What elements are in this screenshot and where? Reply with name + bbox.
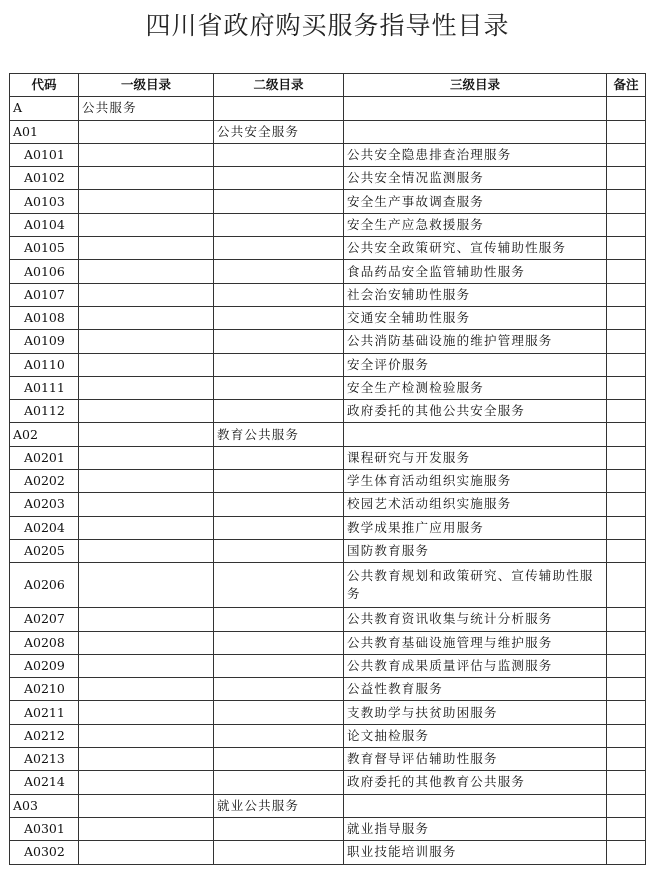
code-cell: A0212 — [10, 724, 79, 747]
level-1-cell — [79, 678, 214, 701]
level-2-cell — [214, 608, 344, 631]
table-header-row — [10, 74, 646, 97]
level-3-cell: 安全生产应急救援服务 — [344, 213, 607, 236]
table-row — [10, 283, 646, 306]
level-1-cell — [79, 283, 214, 306]
level-1-cell — [79, 190, 214, 213]
note-cell — [607, 213, 646, 236]
level-2-cell — [214, 400, 344, 423]
code-cell: A0106 — [10, 260, 79, 283]
code-cell: A0209 — [10, 654, 79, 677]
level-2-cell — [214, 748, 344, 771]
level-3-cell: 公共教育基础设施管理与维护服务 — [344, 631, 607, 654]
level-1-cell — [79, 260, 214, 283]
table-row — [10, 516, 646, 539]
level-2-cell — [214, 631, 344, 654]
table-row — [10, 771, 646, 794]
table-row — [10, 631, 646, 654]
level-2-cell — [214, 167, 344, 190]
level-3-cell — [344, 423, 607, 446]
level-2-cell — [214, 771, 344, 794]
level-3-cell: 公共教育成果质量评估与监测服务 — [344, 654, 607, 677]
level-2-cell — [214, 306, 344, 329]
level-3-cell: 支教助学与扶贫助困服务 — [344, 701, 607, 724]
level-3-cell — [344, 120, 607, 143]
code-cell: A0301 — [10, 817, 79, 840]
note-cell — [607, 283, 646, 306]
code-cell: A0204 — [10, 516, 79, 539]
level-1-cell — [79, 470, 214, 493]
code-cell: A0110 — [10, 353, 79, 376]
catalog-table — [9, 73, 646, 865]
level-1-cell — [79, 539, 214, 562]
code-cell: A03 — [10, 794, 79, 817]
table-row — [10, 608, 646, 631]
level-2-cell — [214, 376, 344, 399]
note-cell — [607, 237, 646, 260]
header-level-3: 三级目录 — [344, 74, 607, 97]
level-2-cell — [214, 654, 344, 677]
level-1-cell — [79, 493, 214, 516]
code-cell: A0203 — [10, 493, 79, 516]
code-cell: A01 — [10, 120, 79, 143]
note-cell — [607, 120, 646, 143]
note-cell — [607, 631, 646, 654]
level-1-cell — [79, 654, 214, 677]
level-1-cell: 公共服务 — [79, 97, 214, 120]
table-row — [10, 237, 646, 260]
note-cell — [607, 353, 646, 376]
note-cell — [607, 841, 646, 864]
level-2-cell — [214, 330, 344, 353]
code-cell: A — [10, 97, 79, 120]
level-3-cell: 国防教育服务 — [344, 539, 607, 562]
table-row — [10, 120, 646, 143]
level-1-cell — [79, 771, 214, 794]
level-3-cell: 公益性教育服务 — [344, 678, 607, 701]
code-cell: A0213 — [10, 748, 79, 771]
code-cell: A0109 — [10, 330, 79, 353]
table-row — [10, 841, 646, 864]
level-3-cell — [344, 97, 607, 120]
level-2-cell — [214, 353, 344, 376]
code-cell: A0214 — [10, 771, 79, 794]
note-cell — [607, 470, 646, 493]
level-2-cell — [214, 260, 344, 283]
table-row — [10, 353, 646, 376]
note-cell — [607, 260, 646, 283]
level-1-cell — [79, 748, 214, 771]
table-row — [10, 330, 646, 353]
note-cell — [607, 306, 646, 329]
header-level-2: 二级目录 — [214, 74, 344, 97]
level-3-cell: 课程研究与开发服务 — [344, 446, 607, 469]
level-1-cell — [79, 563, 214, 608]
code-cell: A0302 — [10, 841, 79, 864]
level-1-cell — [79, 423, 214, 446]
level-1-cell — [79, 213, 214, 236]
level-3-cell: 公共安全政策研究、宣传辅助性服务 — [344, 237, 607, 260]
table-row — [10, 493, 646, 516]
table-row — [10, 563, 646, 608]
code-cell: A0102 — [10, 167, 79, 190]
table-row — [10, 400, 646, 423]
table-row — [10, 143, 646, 166]
table-row — [10, 794, 646, 817]
table-row — [10, 97, 646, 120]
table-row — [10, 539, 646, 562]
level-3-cell: 学生体育活动组织实施服务 — [344, 470, 607, 493]
code-cell: A0105 — [10, 237, 79, 260]
level-3-cell: 交通安全辅助性服务 — [344, 306, 607, 329]
level-3-cell: 安全生产事故调查服务 — [344, 190, 607, 213]
level-1-cell — [79, 608, 214, 631]
header-level-1: 一级目录 — [79, 74, 214, 97]
level-2-cell — [214, 539, 344, 562]
note-cell — [607, 167, 646, 190]
note-cell — [607, 654, 646, 677]
level-1-cell — [79, 724, 214, 747]
table-row — [10, 817, 646, 840]
level-1-cell — [79, 376, 214, 399]
code-cell: A0104 — [10, 213, 79, 236]
table-row — [10, 190, 646, 213]
level-1-cell — [79, 306, 214, 329]
note-cell — [607, 748, 646, 771]
code-cell: A0205 — [10, 539, 79, 562]
table-row — [10, 306, 646, 329]
level-3-cell: 校园艺术活动组织实施服务 — [344, 493, 607, 516]
level-3-cell: 教学成果推广应用服务 — [344, 516, 607, 539]
note-cell — [607, 539, 646, 562]
table-row — [10, 748, 646, 771]
level-1-cell — [79, 794, 214, 817]
header-code: 代码 — [10, 74, 79, 97]
note-cell — [607, 701, 646, 724]
level-1-cell — [79, 446, 214, 469]
page-title: 四川省政府购买服务指导性目录 — [145, 11, 510, 40]
note-cell — [607, 563, 646, 608]
table-row — [10, 167, 646, 190]
level-1-cell — [79, 701, 214, 724]
level-3-cell — [344, 794, 607, 817]
table-row — [10, 724, 646, 747]
table-row — [10, 654, 646, 677]
table-row — [10, 423, 646, 446]
level-3-cell: 公共教育资讯收集与统计分析服务 — [344, 608, 607, 631]
level-3-cell: 安全评价服务 — [344, 353, 607, 376]
level-1-cell — [79, 167, 214, 190]
level-3-cell: 公共安全隐患排查治理服务 — [344, 143, 607, 166]
note-cell — [607, 678, 646, 701]
note-cell — [607, 771, 646, 794]
note-cell — [607, 446, 646, 469]
table-row — [10, 701, 646, 724]
code-cell: A0206 — [10, 563, 79, 608]
note-cell — [607, 516, 646, 539]
level-1-cell — [79, 817, 214, 840]
table-body — [10, 97, 646, 864]
note-cell — [607, 190, 646, 213]
code-cell: A0211 — [10, 701, 79, 724]
code-cell: A0101 — [10, 143, 79, 166]
table-row — [10, 446, 646, 469]
header-note: 备注 — [607, 74, 646, 97]
level-1-cell — [79, 400, 214, 423]
table-row — [10, 470, 646, 493]
level-2-cell — [214, 283, 344, 306]
code-cell: A0201 — [10, 446, 79, 469]
level-1-cell — [79, 631, 214, 654]
level-3-cell: 政府委托的其他教育公共服务 — [344, 771, 607, 794]
level-2-cell — [214, 516, 344, 539]
note-cell — [607, 423, 646, 446]
note-cell — [607, 493, 646, 516]
level-3-cell: 公共教育规划和政策研究、宣传辅助性服务 — [344, 563, 607, 608]
level-2-cell — [214, 237, 344, 260]
note-cell — [607, 330, 646, 353]
level-2-cell — [214, 817, 344, 840]
code-cell: A0210 — [10, 678, 79, 701]
level-2-cell — [214, 563, 344, 608]
level-3-cell: 食品药品安全监管辅助性服务 — [344, 260, 607, 283]
level-1-cell — [79, 237, 214, 260]
level-2-cell — [214, 97, 344, 120]
note-cell — [607, 376, 646, 399]
note-cell — [607, 143, 646, 166]
level-3-cell: 就业指导服务 — [344, 817, 607, 840]
note-cell — [607, 608, 646, 631]
note-cell — [607, 400, 646, 423]
level-2-cell: 就业公共服务 — [214, 794, 344, 817]
code-cell: A0108 — [10, 306, 79, 329]
level-1-cell — [79, 353, 214, 376]
level-2-cell — [214, 143, 344, 166]
level-2-cell — [214, 213, 344, 236]
table-row — [10, 260, 646, 283]
level-3-cell: 安全生产检测检验服务 — [344, 376, 607, 399]
level-3-cell: 政府委托的其他公共安全服务 — [344, 400, 607, 423]
level-1-cell — [79, 330, 214, 353]
level-2-cell — [214, 446, 344, 469]
note-cell — [607, 794, 646, 817]
level-3-cell: 公共安全情况监测服务 — [344, 167, 607, 190]
level-3-cell: 职业技能培训服务 — [344, 841, 607, 864]
level-2-cell: 公共安全服务 — [214, 120, 344, 143]
table-row — [10, 678, 646, 701]
level-2-cell — [214, 493, 344, 516]
note-cell — [607, 97, 646, 120]
level-1-cell — [79, 841, 214, 864]
level-3-cell: 社会治安辅助性服务 — [344, 283, 607, 306]
level-2-cell — [214, 841, 344, 864]
level-1-cell — [79, 143, 214, 166]
level-1-cell — [79, 120, 214, 143]
level-2-cell — [214, 190, 344, 213]
code-cell: A02 — [10, 423, 79, 446]
level-3-cell: 教育督导评估辅助性服务 — [344, 748, 607, 771]
code-cell: A0207 — [10, 608, 79, 631]
code-cell: A0107 — [10, 283, 79, 306]
code-cell: A0202 — [10, 470, 79, 493]
code-cell: A0112 — [10, 400, 79, 423]
level-3-cell: 论文抽检服务 — [344, 724, 607, 747]
code-cell: A0111 — [10, 376, 79, 399]
level-2-cell — [214, 470, 344, 493]
level-3-cell: 公共消防基础设施的维护管理服务 — [344, 330, 607, 353]
level-2-cell — [214, 724, 344, 747]
level-2-cell — [214, 701, 344, 724]
table-row — [10, 213, 646, 236]
level-2-cell: 教育公共服务 — [214, 423, 344, 446]
code-cell: A0208 — [10, 631, 79, 654]
level-1-cell — [79, 516, 214, 539]
table-row — [10, 376, 646, 399]
note-cell — [607, 724, 646, 747]
code-cell: A0103 — [10, 190, 79, 213]
level-2-cell — [214, 678, 344, 701]
note-cell — [607, 817, 646, 840]
